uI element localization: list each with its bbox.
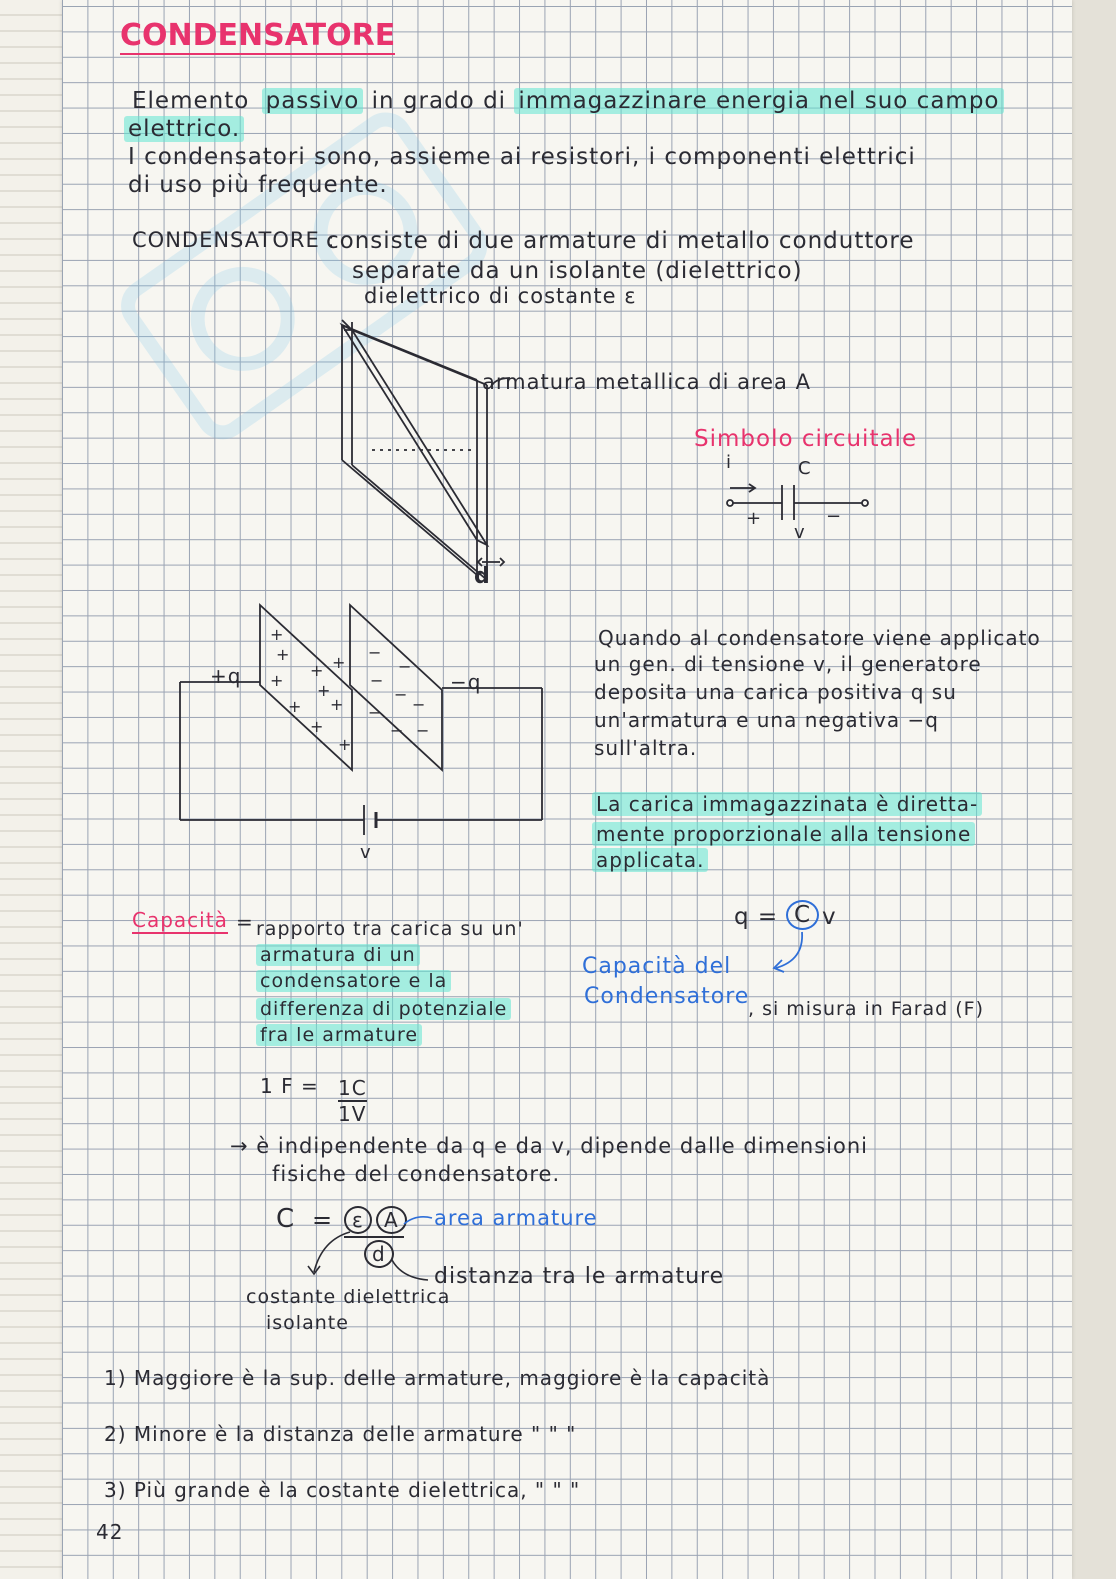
independent-line-2: fisiche del condensatore. bbox=[272, 1162, 561, 1186]
capacity-line-3 bbox=[256, 970, 451, 992]
formula2-area: A bbox=[376, 1206, 407, 1234]
capacity-label: Capacità bbox=[132, 908, 228, 932]
intro-line-2 bbox=[124, 116, 244, 142]
svg-text:−: − bbox=[398, 657, 412, 676]
symbol-minus: − bbox=[826, 506, 843, 527]
svg-text:+: + bbox=[332, 653, 346, 672]
notebook-page bbox=[62, 0, 1072, 1579]
capacitor-plates-figure bbox=[332, 290, 532, 590]
capacity-note-2: Condensatore bbox=[584, 984, 750, 1009]
svg-text:−: − bbox=[370, 671, 384, 690]
formula2-equals: = bbox=[312, 1206, 334, 1234]
formula2-const-note-2: isolante bbox=[266, 1312, 349, 1334]
intro-line-4: di uso più frequente. bbox=[128, 172, 388, 198]
svg-text:−: − bbox=[416, 721, 430, 740]
page-right-edge bbox=[1072, 0, 1116, 1579]
formula2-area-note: area armature bbox=[434, 1206, 598, 1230]
capacity-text-5: fra le armature bbox=[256, 1024, 422, 1046]
formula2-c: C bbox=[276, 1204, 296, 1234]
intro-line-1 bbox=[128, 88, 1004, 114]
intro-elemento: Elemento bbox=[132, 88, 250, 114]
capacity-arrow bbox=[762, 930, 822, 980]
farad-denominator: 1V bbox=[338, 1102, 367, 1126]
symbol-cap: C bbox=[798, 458, 812, 479]
proportional-text-3: applicata. bbox=[592, 848, 708, 872]
proportional-line-2 bbox=[592, 822, 975, 846]
formula-q: q = bbox=[734, 904, 779, 930]
list-item-3: 3) Più grande è la costante dielettrica, " " " bbox=[104, 1478, 581, 1502]
farad-lhs: 1 F = bbox=[260, 1074, 319, 1098]
proportional-line-3 bbox=[592, 848, 708, 872]
capacity-equals: = bbox=[236, 910, 254, 934]
capacity-line-5 bbox=[256, 1024, 422, 1046]
explanation-line-2: un gen. di tensione v, il generatore bbox=[594, 652, 982, 676]
capacity-text-2: armatura di un bbox=[256, 944, 420, 966]
minus-q-label: −q bbox=[450, 670, 482, 694]
formula2-const-note-1: costante dielettrica bbox=[246, 1286, 451, 1308]
svg-text:+: + bbox=[276, 645, 290, 664]
intro-line-3: I condensatori sono, assieme ai resistori, i componenti elettrici bbox=[128, 144, 916, 170]
explanation-line-4: un'armatura e una negativa −q bbox=[594, 708, 939, 732]
intro-elettrico: elettrico. bbox=[124, 116, 244, 142]
notebook-binding-edge bbox=[0, 0, 62, 1579]
formula2-distance-note: distanza tra le armature bbox=[434, 1264, 725, 1289]
svg-text:+: + bbox=[270, 625, 284, 644]
svg-text:+: + bbox=[288, 697, 302, 716]
symbol-plus: + bbox=[746, 508, 763, 529]
svg-text:+: + bbox=[317, 681, 331, 700]
plus-q-label: +q bbox=[210, 664, 242, 688]
proportional-text-1: La carica immagazzinata è diretta- bbox=[592, 792, 982, 816]
svg-text:+: + bbox=[338, 735, 352, 754]
unit-note: , si misura in Farad (F) bbox=[748, 998, 985, 1020]
dielectric-label: dielettrico di costante ε bbox=[364, 284, 637, 308]
svg-text:+: + bbox=[330, 695, 344, 714]
proportional-text-2: mente proporzionale alla tensione bbox=[592, 822, 975, 846]
capacity-text-4: differenza di potenziale bbox=[256, 998, 511, 1020]
farad-numerator: 1C bbox=[338, 1076, 367, 1100]
intro-immagazzinare: immagazzinare energia nel suo campo bbox=[514, 88, 1003, 114]
svg-text:+: + bbox=[270, 671, 284, 690]
intro-in-grado: in grado di bbox=[371, 88, 507, 114]
formula-v: v bbox=[822, 904, 837, 930]
symbol-current: i bbox=[726, 452, 733, 473]
proportional-line-1 bbox=[592, 792, 982, 816]
formula-c-circled: C bbox=[786, 900, 819, 930]
svg-text:+: + bbox=[310, 717, 324, 736]
formula2-epsilon: ε bbox=[344, 1206, 372, 1234]
battery-voltage-label: v bbox=[360, 842, 372, 863]
capacity-note-1: Capacità del bbox=[582, 954, 732, 979]
distance-label: d bbox=[474, 564, 491, 589]
capacity-line-4 bbox=[256, 998, 511, 1020]
capacity-line-2 bbox=[256, 944, 420, 966]
formula2-pointer-lines bbox=[292, 1210, 452, 1290]
explanation-line-5: sull'altra. bbox=[594, 736, 698, 760]
page-number: 42 bbox=[96, 1520, 124, 1544]
capacity-line-1: rapporto tra carica su un' bbox=[256, 918, 524, 940]
list-item-1: 1) Maggiore è la sup. delle armature, maggiore è la capacità bbox=[104, 1366, 771, 1390]
explanation-line-3: deposita una carica positiva q su bbox=[594, 680, 957, 704]
capacity-text-3: condensatore e la bbox=[256, 970, 451, 992]
symbol-voltage: v bbox=[794, 522, 806, 543]
svg-text:−: − bbox=[394, 685, 408, 704]
explanation-line-1: Quando al condensatore viene applicato bbox=[598, 626, 1041, 650]
svg-text:−: − bbox=[390, 721, 404, 740]
definition-line-1: consiste di due armature di metallo conduttore bbox=[326, 228, 915, 254]
svg-text:−: − bbox=[412, 695, 426, 714]
independent-line-1: → è indipendente da q e da v, dipende dalle dimensioni bbox=[230, 1134, 868, 1158]
list-item-2: 2) Minore è la distanza delle armature " " " bbox=[104, 1422, 577, 1446]
definition-label: CONDENSATORE : bbox=[132, 228, 336, 252]
intro-passivo: passivo bbox=[262, 88, 364, 114]
symbol-title: Simbolo circuitale bbox=[694, 426, 918, 452]
svg-text:−: − bbox=[368, 703, 382, 722]
svg-text:+: + bbox=[310, 661, 324, 680]
charged-capacitor-circuit bbox=[172, 600, 572, 870]
page-title: CONDENSATORE bbox=[120, 18, 396, 53]
definition-line-2: separate da un isolante (dielettrico) bbox=[352, 258, 803, 284]
svg-text:−: − bbox=[368, 643, 382, 662]
plate-label: armatura metallica di area A bbox=[482, 370, 811, 394]
formula2-distance: d bbox=[364, 1240, 394, 1268]
